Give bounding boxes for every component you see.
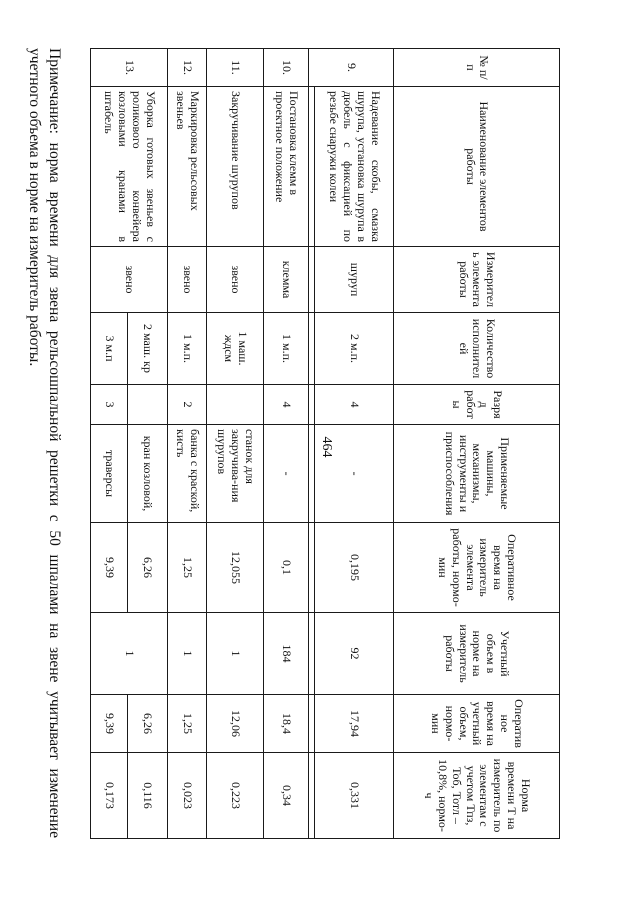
row-13-op-time-total-a: 6,26	[127, 695, 168, 753]
row-11-grade	[207, 385, 264, 425]
row-13-machines-b: траверсы	[91, 425, 128, 523]
row-9-machines: -	[314, 425, 393, 523]
row-13-grade-a	[127, 385, 168, 425]
row-11-name: Закручивание шурупов	[207, 87, 264, 247]
row-10-workers: 1 м.п.	[263, 313, 308, 385]
row-12-op-time-total: 1,25	[168, 695, 207, 753]
header-volume: Учетный объем в норме на измеритель работы	[394, 613, 560, 695]
row-12-num: 12.	[168, 49, 207, 87]
row-10-num: 10.	[263, 49, 308, 87]
row-11-op-time: 12,055	[207, 523, 264, 613]
row-11-norm-t: 0,223	[207, 753, 264, 839]
row-11-volume: 1	[207, 613, 264, 695]
table-row-spacer	[308, 49, 314, 839]
rotated-page-content	[0, 48, 560, 838]
norm-time-table	[90, 48, 560, 839]
row-12-grade: 2	[168, 385, 207, 425]
row-11-meter: звено	[207, 247, 264, 313]
header-grade: Разряд работы	[394, 385, 560, 425]
row-11-num: 11.	[207, 49, 264, 87]
row-9-norm-t: 0,331	[314, 753, 393, 839]
header-machines: Применяемые машины, механизмы, инструменты и приспособления	[394, 425, 560, 523]
row-9-op-time: 0,195	[314, 523, 393, 613]
row-13-grade-b: 3	[91, 385, 128, 425]
row-12-meter: звено	[168, 247, 207, 313]
row-10-machines: -	[263, 425, 308, 523]
table-row	[127, 49, 168, 839]
header-op-time-total: Оперативное время на учетный объем, нормо-мин	[394, 695, 560, 753]
row-9-meter: шуруп	[314, 247, 393, 313]
row-12-workers: 1 м.п.	[168, 313, 207, 385]
row-13-op-time-a: 6,26	[127, 523, 168, 613]
row-13-op-time-total-b: 9,39	[91, 695, 128, 753]
table-row	[168, 49, 207, 839]
header-num: № п/п	[394, 49, 560, 87]
page-number: 464	[319, 436, 334, 458]
row-13-volume: 1	[91, 613, 168, 695]
row-13-num: 13.	[91, 49, 168, 87]
row-13-workers-b: 3 м.п	[91, 313, 128, 385]
table-row	[314, 49, 393, 839]
row-9-name: Надевание скобы, смазка шурупа, установка шурупа в дюбель с фиксацией по резьбе снаружи колеи	[314, 87, 393, 247]
row-13-meter: звено	[91, 247, 168, 313]
row-11-workers: 1 маш. ждсм	[207, 313, 264, 385]
header-meter: Измеритель элемента работы	[394, 247, 560, 313]
row-11-machines: станок для закручива-ния шурупов	[207, 425, 264, 523]
row-11-op-time-total: 12,06	[207, 695, 264, 753]
table-row	[207, 49, 264, 839]
header-workers: Количество исполнителей	[394, 313, 560, 385]
row-13-norm-t-b: 0,173	[91, 753, 128, 839]
row-13-workers-a: 2 маш. кр	[127, 313, 168, 385]
row-10-volume: 184	[263, 613, 308, 695]
row-10-grade: 4	[263, 385, 308, 425]
row-13-op-time-b: 9,39	[91, 523, 128, 613]
table-header-row	[394, 49, 560, 839]
row-10-op-time-total: 18,4	[263, 695, 308, 753]
row-10-name: Постановка клемм в проектное положение	[263, 87, 308, 247]
header-name: Наименование элементов работы	[394, 87, 560, 247]
row-9-num: 9.	[308, 49, 393, 87]
row-12-norm-t: 0,023	[168, 753, 207, 839]
table-row	[263, 49, 308, 839]
row-10-op-time: 0,1	[263, 523, 308, 613]
row-12-machines: банка с краской, кисть	[168, 425, 207, 523]
row-12-volume: 1	[168, 613, 207, 695]
row-9-grade: 4	[314, 385, 393, 425]
footnote: Примечание: норма времени для звена рельсошпальной решетки с 50 шпалами на звене учитывает изменение учетного объема в норме на измеритель работы.	[26, 48, 64, 838]
row-9-op-time-total: 17,94	[314, 695, 393, 753]
row-9-volume: 92	[314, 613, 393, 695]
header-norm-t: Норма времени Т на измеритель по элементам с учетом Тпз, Тоб, Тотл – 10,8%, нормо-ч	[394, 753, 560, 839]
row-10-meter: клемма	[263, 247, 308, 313]
row-13-norm-t-a: 0,116	[127, 753, 168, 839]
row-13-name: Уборка готовых звеньев с роликового конвейера козловыми кранами в штабель	[91, 87, 168, 247]
header-op-time: Оперативное время на измеритель элемента работы, нормо-мин	[394, 523, 560, 613]
row-12-name: Маркировка рельсовых звеньев	[168, 87, 207, 247]
row-9-workers: 2 м.п.	[314, 313, 393, 385]
row-13-machines-a: кран козловой,	[127, 425, 168, 523]
row-10-norm-t: 0,34	[263, 753, 308, 839]
row-12-op-time: 1,25	[168, 523, 207, 613]
